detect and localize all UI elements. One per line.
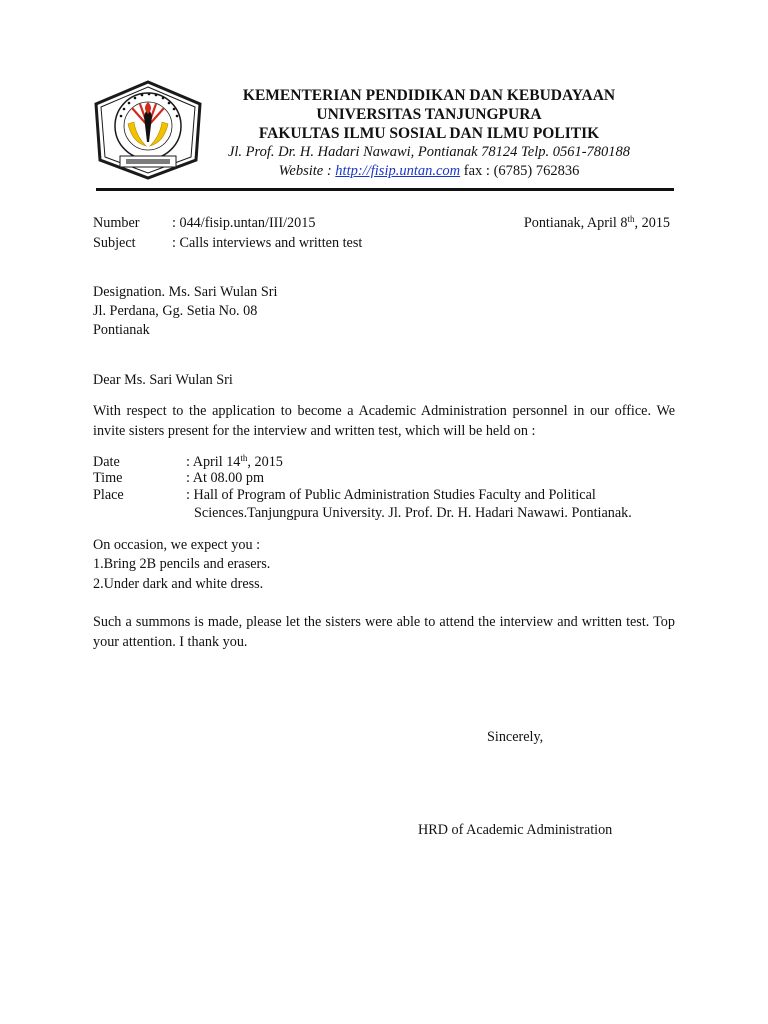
intro-paragraph: With respect to the application to become a Academic Administration personnel in our office. We invite sisters present for the interview and written test, which will be held on :: [93, 403, 675, 439]
time-label: Time: [93, 470, 123, 486]
date-prefix: : April 14: [186, 454, 241, 470]
letterhead: [204, 86, 654, 181]
date-label: Date: [93, 454, 120, 470]
subject-value: : Calls interviews and written test: [172, 235, 363, 251]
website-label: Website :: [278, 163, 332, 179]
time-value: : At 08.00 pm: [186, 470, 265, 486]
expectations-intro: On occasion, we expect you :: [93, 537, 261, 553]
faculty-name: FAKULTAS ILMU SOSIAL DAN ILMU POLITIK: [258, 125, 600, 142]
place-value: [186, 487, 678, 522]
city-date-sup: th: [627, 214, 635, 224]
letterhead-divider: [96, 188, 674, 191]
letterhead-address: Jl. Prof. Dr. H. Hadari Nawawi, Pontianak 78124 Telp. 0561-780188: [227, 144, 631, 160]
date-value: [186, 454, 283, 471]
recipient-line-1: Designation. Ms. Sari Wulan Sri: [93, 284, 278, 300]
place-line-2: Sciences.Tanjungpura University. Jl. Prof. Dr. H. Hadari Nawawi. Pontianak.: [194, 504, 632, 521]
university-name: UNIVERSITAS TANJUNGPURA: [316, 106, 542, 123]
date-suffix: , 2015: [247, 454, 283, 470]
website-link[interactable]: http://fisip.untan.com: [335, 163, 461, 179]
salutation: Dear Ms. Sari Wulan Sri: [93, 372, 233, 388]
place-label: Place: [93, 487, 124, 503]
date-sup: th: [240, 453, 248, 463]
valediction: Sincerely,: [487, 729, 544, 745]
city-date-prefix: Pontianak, April 8: [523, 215, 628, 231]
city-date: [524, 215, 670, 232]
recipient-line-2: Jl. Perdana, Gg. Setia No. 08: [93, 303, 258, 319]
ministry-name: KEMENTERIAN PENDIDIKAN DAN KEBUDAYAAN: [242, 87, 616, 104]
recipient-line-3: Pontianak: [93, 322, 150, 338]
signatory: HRD of Academic Administration: [418, 822, 613, 838]
city-date-suffix: , 2015: [634, 215, 670, 231]
expectation-item-2: 2.Under dark and white dress.: [93, 576, 264, 592]
expectation-item-1: 1.Bring 2B pencils and erasers.: [93, 556, 271, 572]
number-value: : 044/fisip.untan/III/2015: [172, 215, 316, 231]
university-crest-logo: [92, 80, 204, 180]
number-label: Number: [93, 215, 140, 231]
place-line-1: : Hall of Program of Public Administration Studies Faculty and Political: [186, 487, 596, 503]
fax-number: fax : (6785) 762836: [463, 163, 580, 179]
letterhead-website-line: [204, 162, 654, 181]
subject-label: Subject: [93, 235, 136, 251]
closing-paragraph: Such a summons is made, please let the sisters were able to attend the interview and written test. Top your attention. I thank you.: [93, 614, 675, 650]
